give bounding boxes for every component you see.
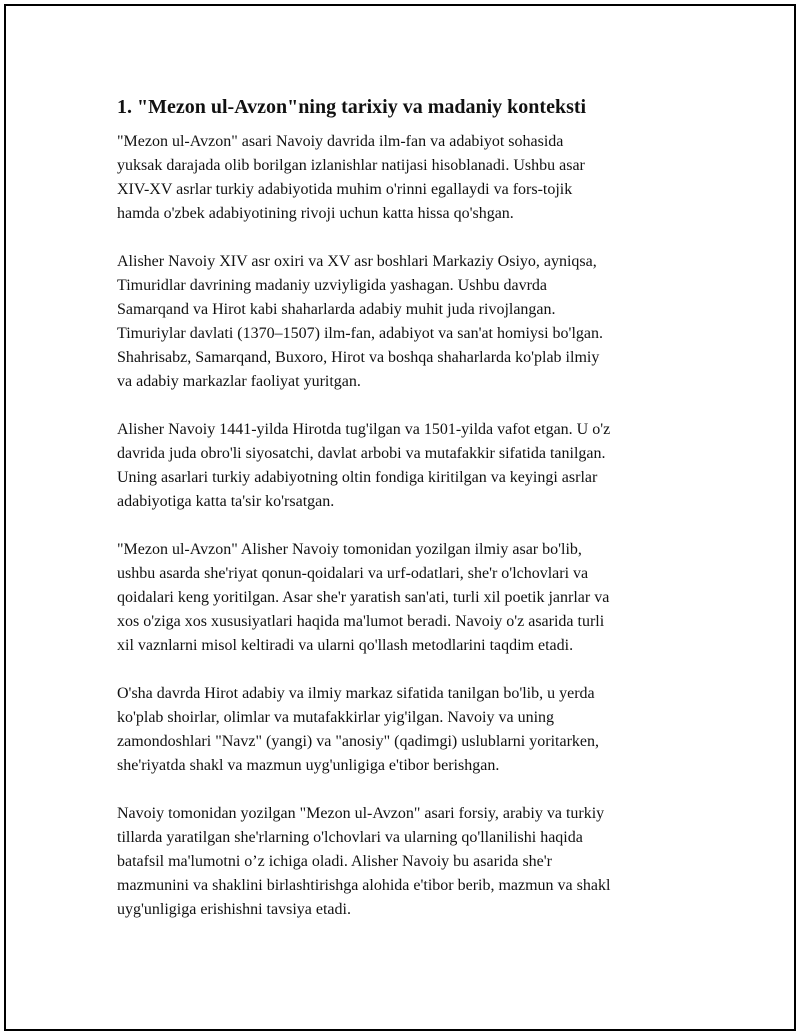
- text-line: Shahrisabz, Samarqand, Buxoro, Hirot va boshqa shaharlarda ko'plab ilmiy: [117, 349, 600, 366]
- text-line: Timuridlar davrining madaniy uzviyligida yashagan. Ushbu davrda: [117, 277, 547, 294]
- paragraph-2: [117, 250, 697, 394]
- text-line: tillarda yaratilgan she'rlarning o'lchovlari va ularning qo'llanilishi haqida: [117, 829, 583, 846]
- text-line: batafsil ma'lumotni o’z ichiga oladi. Alisher Navoiy bu asarida she'r: [117, 853, 552, 870]
- section-heading: 1. "Mezon ul-Avzon"ning tarixiy va madaniy konteksti: [117, 96, 587, 118]
- text-line: qoidalari keng yoritilgan. Asar she'r yaratish san'ati, turli xil poetik janrlar va: [117, 589, 610, 606]
- text-line: hamda o'zbek adabiyotining rivoji uchun katta hissa qo'shgan.: [117, 205, 514, 222]
- text-line: yuksak darajada olib borilgan izlanishlar natijasi hisoblanadi. Ushbu asar: [117, 157, 585, 174]
- text-line: O'sha davrda Hirot adabiy va ilmiy markaz sifatida tanilgan bo'lib, u yerda: [117, 685, 595, 702]
- text-line: davrida juda obro'li siyosatchi, davlat arbobi va mutafakkir sifatida tanilgan.: [117, 445, 606, 462]
- text-line: Alisher Navoiy 1441-yilda Hirotda tug'ilgan va 1501-yilda vafot etgan. U o'z: [117, 421, 611, 438]
- text-line: uyg'unligiga erishishni tavsiya etadi.: [117, 901, 351, 918]
- text-line: Timuriylar davlati (1370–1507) ilm-fan, adabiyot va san'at homiysi bo'lgan.: [117, 325, 603, 342]
- text-line: adabiyotiga katta ta'sir ko'rsatgan.: [117, 493, 335, 510]
- text-line: she'riyatda shakl va mazmun uyg'unligiga e'tibor berishgan.: [117, 757, 500, 774]
- text-line: XIV-XV asrlar turkiy adabiyotida muhim o'rinni egallaydi va fors-tojik: [117, 181, 573, 198]
- paragraph-6: [117, 802, 697, 922]
- text-line: mazmunini va shaklini birlashtirishga alohida e'tibor berib, mazmun va shakl: [117, 877, 611, 894]
- paragraph-4: [117, 538, 697, 658]
- text-line: Samarqand va Hirot kabi shaharlarda adabiy muhit juda rivojlangan.: [117, 301, 556, 318]
- paragraph-3: [117, 418, 697, 514]
- text-line: ko'plab shoirlar, olimlar va mutafakkirlar yig'ilgan. Navoiy va uning: [117, 709, 555, 726]
- text-line: xil vaznlarni misol keltiradi va ularni qo'llash metodlarini taqdim etadi.: [117, 637, 574, 654]
- text-line: va adabiy markazlar faoliyat yuritgan.: [117, 373, 361, 390]
- text-line: Alisher Navoiy XIV asr oxiri va XV asr boshlari Markaziy Osiyo, ayniqsa,: [117, 253, 597, 270]
- text-line: zamondoshlari "Navz" (yangi) va "anosiy" (qadimgi) uslublarni yoritarken,: [117, 733, 599, 750]
- paragraph-5: [117, 682, 697, 778]
- text-line: ushbu asarda she'riyat qonun-qoidalari va urf-odatlari, she'r o'lchovlari va: [117, 565, 589, 582]
- paragraph-1: [117, 130, 697, 226]
- text-line: Uning asarlari turkiy adabiyotning oltin fondiga kiritilgan va keyingi asrlar: [117, 469, 598, 486]
- text-line: "Mezon ul-Avzon" asari Navoiy davrida ilm-fan va adabiyot sohasida: [117, 133, 564, 150]
- text-line: xos o'ziga xos xususiyatlari haqida ma'lumot beradi. Navoiy o'z asarida turli: [117, 613, 605, 630]
- text-line: Navoiy tomonidan yozilgan "Mezon ul-Avzon" asari forsiy, arabiy va turkiy: [117, 805, 605, 822]
- text-line: "Mezon ul-Avzon" Alisher Navoiy tomonidan yozilgan ilmiy asar bo'lib,: [117, 541, 582, 558]
- document-body: [117, 94, 697, 946]
